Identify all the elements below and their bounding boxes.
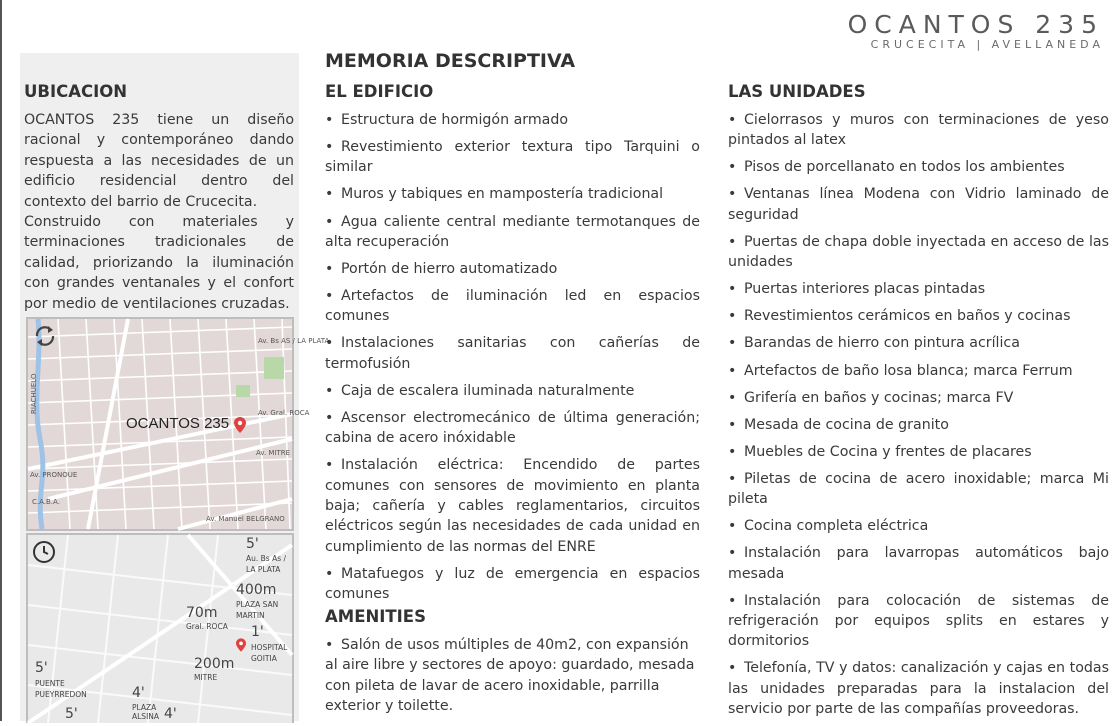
street-label: C.A.B.A.	[32, 498, 60, 506]
list-item: • Muebles de Cocina y frentes de placares	[728, 443, 1032, 460]
distances-map	[26, 533, 294, 723]
amenities-title-wrap	[325, 607, 426, 626]
street-label: Av. Manuel BELGRANO	[206, 515, 285, 523]
list-item: • Revestimiento exterior textura tipo Tarquini o similar	[325, 139, 700, 176]
list-item: • Cielorrasos y muros con terminaciones de yeso pintados al latex	[728, 112, 1109, 149]
distance-value: 5'	[35, 660, 48, 676]
distance-value: 5'	[246, 536, 259, 552]
distance-place: MITRE	[194, 673, 218, 682]
distance-value: 1'	[251, 624, 264, 640]
distance-place: HOSPITAL GOITIA	[251, 643, 288, 663]
distance-value: 4'	[164, 706, 177, 722]
list-item: • Mesada de cocina de granito	[728, 416, 949, 433]
list-item: • Muros y tabiques en mampostería tradicional	[325, 186, 664, 203]
street-label: Av. PRONOUE	[30, 471, 78, 479]
doc-title-wrap	[325, 50, 575, 72]
distance-value: 70m	[186, 605, 218, 621]
distance-value: 400m	[236, 582, 277, 598]
map-pin-icon	[234, 417, 246, 437]
amenities-list	[325, 635, 700, 723]
map-marker-label: OCANTOS 235	[126, 415, 230, 432]
street-label: Av. Bs AS / LA PLATA	[258, 337, 330, 345]
list-item: • Ventanas línea Modena con Vidrio laminado de seguridad	[728, 186, 1109, 223]
distance-value: 200m	[194, 656, 235, 672]
list-item: • Puertas interiores placas pintadas	[728, 281, 986, 298]
list-item: • Caja de escalera iluminada naturalmente	[325, 382, 635, 399]
list-item: • Agua caliente central mediante termotanques de alta recuperación	[325, 213, 700, 250]
list-item: • Artefactos de baño losa blanca; marca Ferrum	[728, 362, 1073, 379]
unidades-list	[728, 110, 1109, 726]
list-item: • Pisos de porcellanato en todos los ambientes	[728, 159, 1065, 176]
list-item: • Puertas de chapa doble inyectada en acceso de las unidades	[728, 233, 1109, 271]
list-item: • Salón de usos múltiples de 40m2, con expansión al aire libre y sectores de apoyo: guardado, mesada con pileta de lavar de acero inoxidable, parrilla exterior y toilette.	[325, 637, 695, 714]
distance-place: PLAZA SAN MARTIN	[236, 600, 279, 620]
brand-subtitle: CRUCECITA | AVELLANEDA	[870, 38, 1104, 51]
list-item: • Barandas de hierro con pintura acrílica	[728, 335, 1020, 352]
list-item: • Instalaciones sanitarias con cañerías de termofusión	[325, 335, 700, 372]
brand-title: OCANTOS 235	[847, 10, 1104, 39]
clock-icon	[32, 540, 56, 568]
distance-place: Au. Bs As / LA PLATA	[246, 554, 287, 574]
street-label: Av. Gral. ROCA	[258, 409, 310, 417]
location-map	[26, 317, 330, 531]
ubicacion-paragraph-1: OCANTOS 235 tiene un diseño racional y contemporáneo dando respuesta a las necesidades de un edificio residencial dentro del contexto del barrio de Crucecita.	[24, 112, 294, 210]
amenities-title: AMENITIES	[325, 607, 426, 626]
list-item: • Instalación para lavarropas automáticos bajo mesada	[728, 545, 1109, 582]
list-item: • Cocina completa eléctrica	[728, 518, 929, 535]
list-item: • Instalación eléctrica: Encendido de partes comunes con sensores de movimiento en planta baja; cañería y cables reglamentarios, circuitos eléctricos según las necesidades de cada unidad en cumplimiento de las normas del ENRE	[325, 457, 700, 555]
list-item: • Telefonía, TV y datos: canalización y cajas en todas las unidades preparadas para la instalacion del servicio por parte de las compañías proveedoras.	[728, 660, 1109, 718]
page-edge	[0, 0, 2, 721]
list-item: • Piletas de cocina de acero inoxidable; marca Mi pileta	[728, 470, 1109, 508]
ubicacion-title: UBICACION	[24, 82, 128, 101]
list-item: • Revestimientos cerámicos en baños y cocinas	[728, 308, 1071, 325]
list-item: • Matafuegos y luz de emergencia en espacios comunes	[325, 565, 700, 602]
unidades-title-wrap	[728, 82, 866, 101]
edificio-title: EL EDIFICIO	[325, 82, 434, 101]
list-item: • Portón de hierro automatizado	[325, 260, 558, 277]
distance-value: 5'	[65, 706, 78, 722]
rotate-icon	[32, 323, 58, 349]
unidades-title: LAS UNIDADES	[728, 82, 866, 101]
distance-place: Gral. ROCA	[186, 622, 228, 631]
list-item: • Artefactos de iluminación led en espacios comunes	[325, 288, 700, 325]
list-item: • Ascensor electromecánico de última generación; cabina de acero inóxidable	[325, 409, 700, 447]
ubicacion-paragraph-2: Construido con materiales y terminaciones tradicionales de calidad, priorizando la iluminación con grandes ventanales y el confort por medio de ventilaciones cruzadas.	[24, 214, 294, 312]
edificio-title-wrap	[325, 82, 433, 101]
ubicacion-text	[24, 110, 294, 314]
distance-value: 4'	[132, 685, 145, 701]
edificio-list	[325, 110, 700, 611]
map-pin-icon	[236, 637, 246, 656]
list-item: • Grifería en baños y cocinas; marca FV	[728, 389, 1014, 406]
list-item: • Estructura de hormigón armado	[325, 112, 569, 128]
street-label: Av. MITRE	[256, 449, 291, 457]
street-label: RIACHUELO	[30, 373, 38, 414]
ubicacion-section	[24, 82, 127, 101]
doc-title: MEMORIA DESCRIPTIVA	[325, 50, 576, 72]
list-item: • Instalación para colocación de sistemas de refrigeración por equipos splits en estares y dormitorios	[728, 592, 1109, 650]
distance-place: PLAZA ALSINA	[132, 703, 160, 721]
distance-place: PUENTE PUEYRREDON	[35, 679, 87, 699]
